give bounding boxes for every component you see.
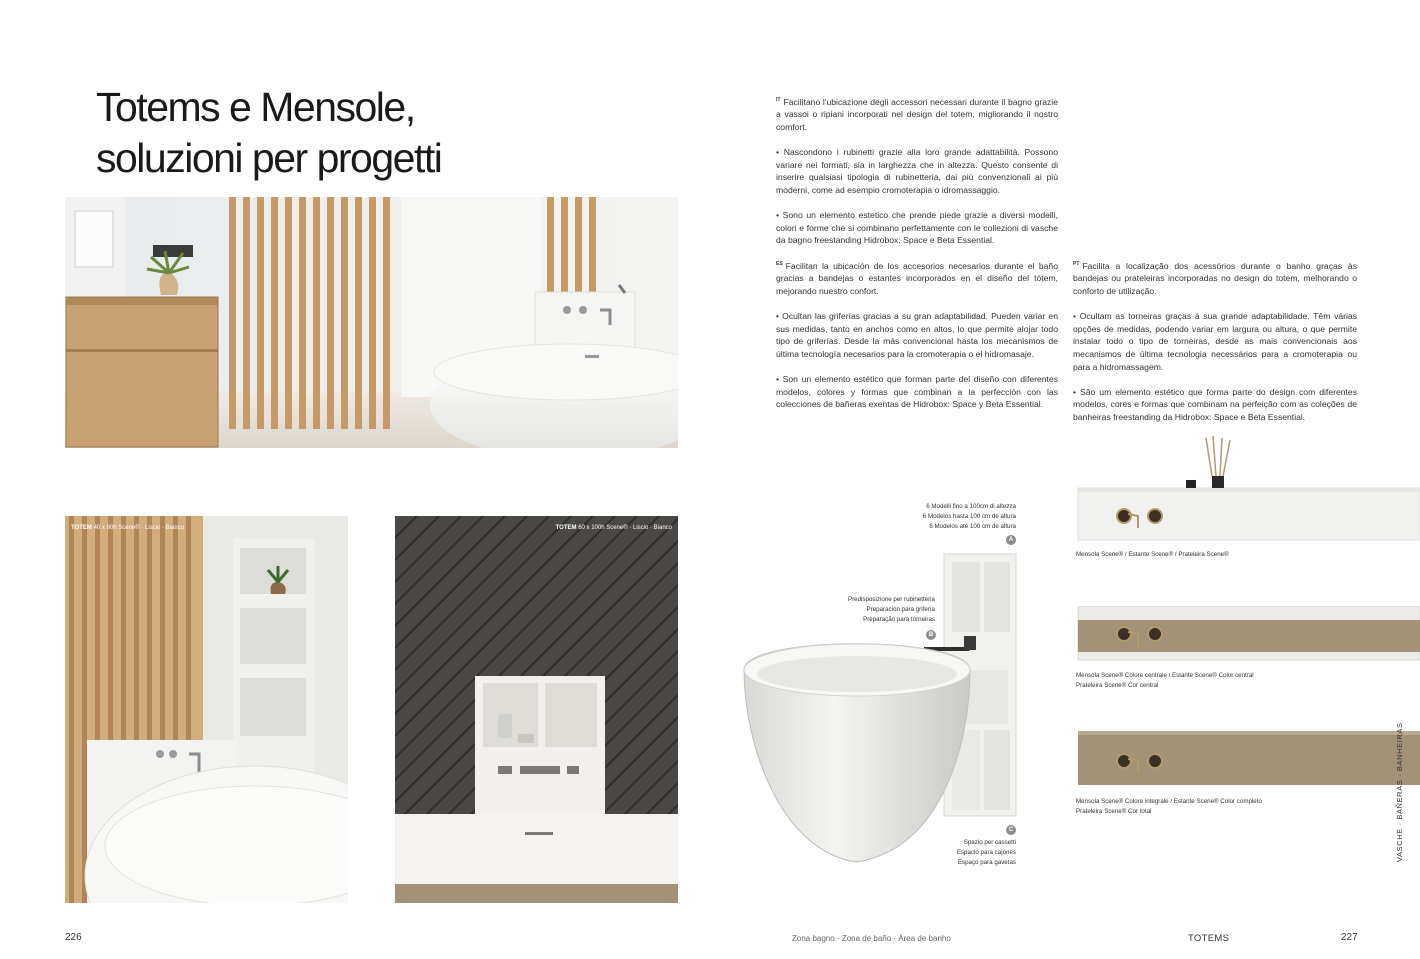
totem-white-caption-text: 40 x 80h Scene® · Liscio · Bianco [93,525,185,531]
title-line-1: Totems e Mensole, [96,84,415,130]
feature-a-labels [923,502,1016,533]
feature-c-line-3: Espaço para gavetas [957,859,1016,867]
feature-b-labels [848,595,935,626]
pt-paragraph-2: • Ocultam as torneiras graças à sua grande adaptabilidade. Têm várias opções de medidas, podendo variar em largura ou altura, o que permite instalar todo o tipo de torneiras, desde as mais convencionais aos mecanismos de última tecnologia necessários para a cromoterapia ou para a hidromassagem. [1073,311,1357,372]
lang-tag-es: ES [776,261,783,267]
es-paragraph-2: • Ocultan las griferías gracias a su gran adaptabilidad. Pueden variar en sus medidas, tanto en anchos como en altos, lo que permite alojar todo tipo de griferías. Desde la más convencional hasta los mecanismos de última tecnología necesarios para la cromoterapia o el hidromasaje. [776,311,1058,360]
feature-a-line-3: 6 Modelos até 100 cm de altura [929,523,1016,531]
text-block-it [776,94,1058,260]
totem-dark-caption [556,525,672,531]
es-paragraph-1: Facilitan la ubicación de los accesorios necesarios durante el baño gracias a bandejas o estantes incorporados en el diseño del tótem, mejorando nuestro confort. [776,260,1058,297]
footer-section-name: TOTEMS [1188,933,1230,944]
feature-a-line-1: 6 Modelli fino a 100cm di altezza [926,503,1016,510]
badge-c: C [1006,825,1016,835]
feature-c-line-1: Spazio per cassetti [963,839,1016,846]
totem-white-caption-bold: TOTEM [71,525,92,531]
totem-dark-photo [395,516,678,903]
shelf-3-caption-line-2: Prateleira Scene® Cor total [1076,808,1152,816]
text-block-pt [1073,258,1357,436]
pt-paragraph-3: • São um elemento estético que forma parte do design com diferentes modelos, cores e formas que combinam na perfeição com as coleções de banheiras freestanding da Hidrobox: Space e Beta Essential. [1073,386,1357,422]
shelf-3-caption [1076,797,1262,817]
shelf-2-caption [1076,671,1254,691]
pt-paragraph-1: Facilita a localização dos acessórios durante o banho graças às bandejas ou prateleiras incorporadas no design do totem, melhorando o conforto de utilização. [1073,260,1357,297]
shelf-white-render [1076,436,1420,542]
feature-b-line-1: Predisposizione per rubinetteria [847,596,935,603]
footer-center-text: Zona bagno · Zona de baño · Área de banho [792,934,951,943]
lang-tag-it: IT [776,97,781,103]
text-block-es [776,258,1058,424]
shelf-2-caption-line-1: Mensola Scene® Colore centrale / Estante Scene® Color central [1076,672,1254,679]
totem-white-photo [65,516,348,903]
it-paragraph-3: • Sono un elemento estetico che prende piede grazie a diversi modelli, colori e forme che si combinano perfettamente con le collezioni di vasche da bagno freestanding Hidrobox: Space e Beta Essential. [776,210,1058,246]
shelf-color-centre-render [1076,606,1420,662]
main-bathroom-photo [65,197,678,448]
feature-b-line-3: Preparação para torneiras [863,616,935,624]
section-side-label: VASCHE · BAÑERAS · BANHEIRAS [1395,722,1404,862]
shelf-color-full-render [1076,731,1420,785]
badge-a: A [1006,535,1016,545]
it-paragraph-2: • Nascondono i rubinetti grazie alla loro grande adattabilità. Possono variare nei formati, sia in larghezza che in altezza. Questo consente di inserire qualsiasi tipologia di rubinetteria, dai più convenzionali ai più moderni, come ad esempio cromoterapia o idromassaggio. [776,147,1058,196]
feature-b-line-2: Preparación para grifería [866,606,935,614]
totem-white-caption [71,525,184,531]
page-number-left: 226 [65,932,82,943]
es-paragraph-3: • Son un elemento estético que forman parte del diseño con diferentes modelos, colores y formas que combinan a la perfección con las colecciones de bañeras exentas de Hidrobox: Space y Beta Essential. [776,374,1058,410]
title-line-2: soluzioni per progetti [96,135,442,181]
it-paragraph-1: Facilitano l'ubicazione degli accessori necessari durante il bagno grazie a vassoi o ripiani incorporati nel design del totem, migliorando il nostro comfort. [776,96,1058,133]
page-title [96,82,441,184]
feature-a-line-2: 6 Modelos hasta 100 cm de altura [922,513,1016,521]
feature-c-labels [957,838,1016,869]
shelf-2-caption-line-2: Prateleira Scene® Cor central [1076,682,1159,690]
badge-b: B [926,630,936,640]
page-number-right: 227 [1341,932,1358,943]
lang-tag-pt: PT [1073,261,1080,267]
totem-dark-caption-text: 60 x 100h Scene® · Liscio · Bianco [578,525,672,531]
feature-c-line-2: Espacio para cajones [956,849,1016,857]
shelf-1-caption: Mensola Scene® / Estante Scene® / Prateleira Scene® [1076,551,1229,558]
totem-dark-caption-bold: TOTEM [555,525,577,531]
shelf-3-caption-line-1: Mensola Scene® Colore integrale / Estante Scene® Color completo [1076,798,1262,805]
